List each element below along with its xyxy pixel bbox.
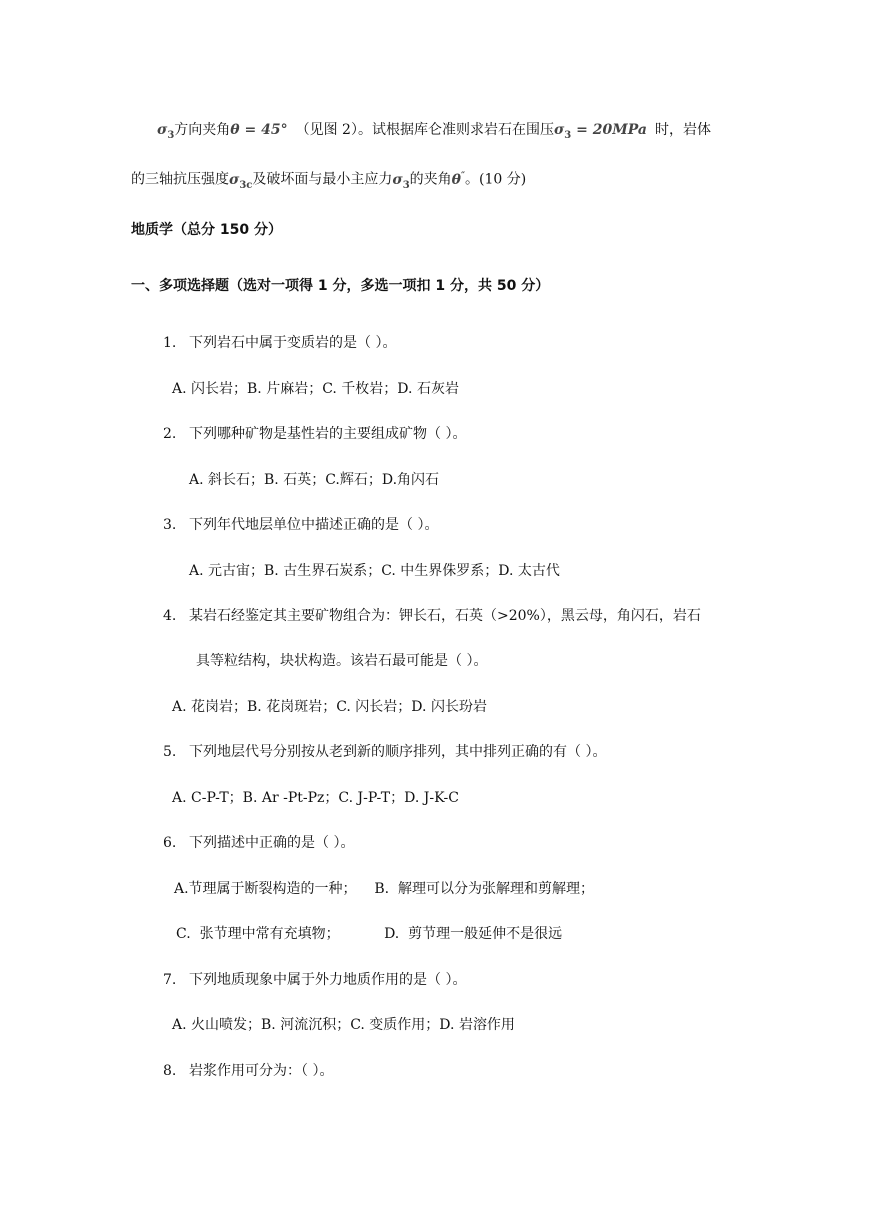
intro-text: 的三轴抗压强度 (131, 171, 229, 188)
question-7-stem: 7. 下列地质现象中属于外力地质作用的是（ ）。 (163, 972, 467, 988)
question-number: 2. (163, 426, 177, 442)
question-4-options: A. 花岗岩；B. 花岗斑岩；C. 闪长岩；D. 闪长玢岩 (172, 699, 487, 715)
question-number: 3. (163, 517, 177, 533)
sigma3-symbol: $\sigma_3$ (553, 122, 572, 141)
question-2-options: A. 斜长石；B. 石英；C.辉石；D.角闪石 (189, 472, 440, 488)
intro-text: （见图 2）。试根据库仑准则求岩石在围压 (295, 122, 554, 138)
question-number: 8. (163, 1063, 177, 1079)
question-number: 6. (163, 835, 177, 851)
question-8-stem: 8. 岩浆作用可分为：（ ）。 (163, 1063, 334, 1079)
sigma3-symbol: $\sigma_3$ (392, 171, 410, 191)
question-2-stem: 2. 下列哪种矿物是基性岩的主要组成矿物（ ）。 (163, 426, 467, 442)
intro-text: 。(10 分) (465, 171, 527, 188)
question-4-stem: 4. 某岩石经鉴定其主要矿物组合为：钾长石，石英（>20%），黑云母，角闪石，岩石 (163, 608, 701, 624)
question-number: 1. (163, 335, 177, 351)
question-4-stem-continued: 具等粒结构，块状构造。该岩石最可能是（ ）。 (196, 653, 488, 669)
question-1-options: A. 闪长岩；B. 片麻岩；C. 千枚岩；D. 石灰岩 (172, 381, 459, 397)
question-6-options-continued: C. 张节理中常有充填物； D. 剪节理一般延伸不是很远 (176, 926, 563, 942)
intro-line-2 (131, 166, 526, 195)
question-1-stem: 1. 下列岩石中属于变质岩的是（ ）。 (163, 335, 397, 351)
question-5-stem: 5. 下列地层代号分别按从老到新的顺序排列，其中排列正确的有（ ）。 (163, 744, 607, 760)
section-title: 地质学（总分 150 分） (131, 222, 282, 238)
intro-text: 的夹角 (409, 171, 452, 188)
sigma3-symbol: $\sigma_3$ (157, 122, 175, 141)
theta-symbol: θ″ (451, 171, 466, 188)
question-6-options: A.节理属于断裂构造的一种； B. 解理可以分为张解理和剪解理； (174, 881, 594, 897)
question-number: 7. (163, 972, 177, 988)
question-number: 5. (163, 744, 177, 760)
question-3-stem: 3. 下列年代地层单位中描述正确的是（ ）。 (163, 517, 439, 533)
theta-symbol: θ = 45° (230, 122, 288, 138)
sigma3c-symbol: $\sigma_{3c}$ (229, 171, 253, 191)
question-7-options: A. 火山喷发；B. 河流沉积；C. 变质作用；D. 岩溶作用 (172, 1017, 515, 1033)
question-5-options: A. C-P-T；B. Ar -Pt-Pz；C. J-P-T；D. J-K-C (172, 790, 459, 806)
part-title: 一、多项选择题（选对一项得 1 分，多选一项扣 1 分，共 50 分） (131, 278, 550, 294)
question-3-options: A. 元古宙；B. 古生界石炭系；C. 中生界侏罗系；D. 太古代 (189, 563, 560, 579)
pressure-value: = 20MPa (571, 122, 647, 138)
intro-text: 时，岩体 (654, 122, 711, 138)
intro-text: 及破坏面与最小主应力 (252, 171, 393, 188)
question-6-stem: 6. 下列描述中正确的是（ ）。 (163, 835, 355, 851)
intro-line-1 (157, 120, 711, 146)
question-number: 4. (163, 608, 177, 624)
intro-text: 方向夹角 (174, 122, 231, 138)
